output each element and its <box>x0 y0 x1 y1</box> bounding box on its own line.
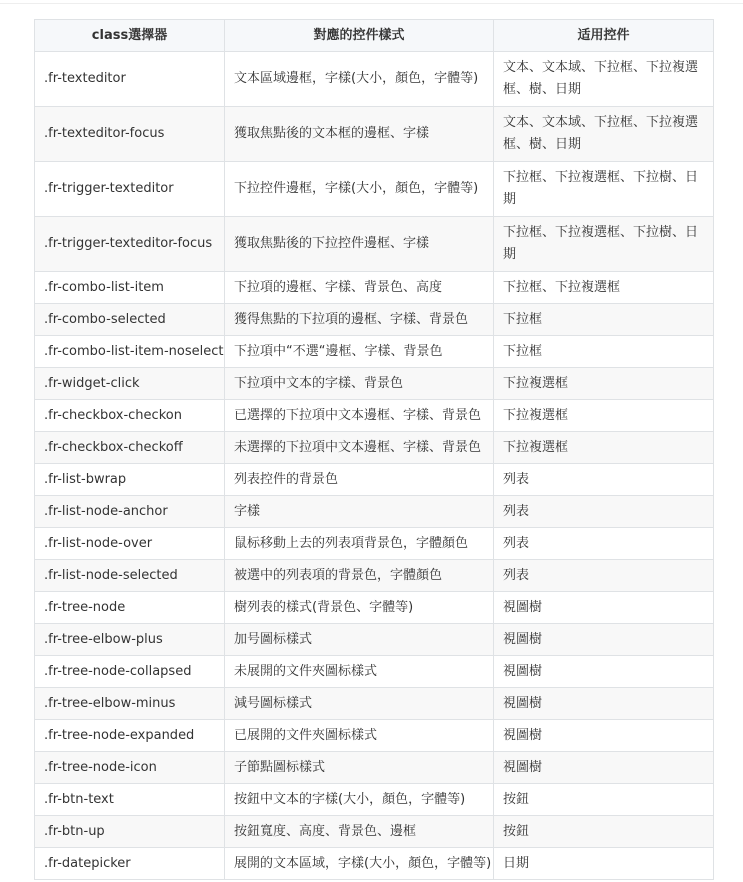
cell-applies: 視圖樹 <box>494 752 714 784</box>
cell-applies: 下拉框、下拉複選框、下拉樹、日期 <box>494 217 714 272</box>
table-row <box>35 400 714 432</box>
cell-selector: .fr-list-bwrap <box>35 464 225 496</box>
cell-applies: 下拉複選框 <box>494 368 714 400</box>
cell-applies: 下拉框 <box>494 304 714 336</box>
cell-applies: 下拉複選框 <box>494 400 714 432</box>
cell-selector: .fr-tree-node-collapsed <box>35 656 225 688</box>
cell-selector: .fr-widget-click <box>35 368 225 400</box>
table-row <box>35 368 714 400</box>
cell-selector: .fr-combo-selected <box>35 304 225 336</box>
cell-applies: 視圖樹 <box>494 720 714 752</box>
table-row <box>35 784 714 816</box>
cell-selector: .fr-checkbox-checkoff <box>35 432 225 464</box>
cell-applies: 列表 <box>494 496 714 528</box>
cell-selector: .fr-texteditor-focus <box>35 107 225 162</box>
cell-applies: 視圖樹 <box>494 624 714 656</box>
cell-applies: 按鈕 <box>494 784 714 816</box>
table-row <box>35 720 714 752</box>
top-divider <box>0 3 743 4</box>
table-row <box>35 217 714 272</box>
cell-selector: .fr-combo-list-item <box>35 272 225 304</box>
table-row <box>35 592 714 624</box>
cell-style: 展開的文本區域，字樣(大小，顏色，字體等) <box>225 848 494 880</box>
cell-selector: .fr-list-node-anchor <box>35 496 225 528</box>
cell-applies: 列表 <box>494 528 714 560</box>
cell-style: 列表控件的背景色 <box>225 464 494 496</box>
cell-selector: .fr-list-node-selected <box>35 560 225 592</box>
table-row <box>35 656 714 688</box>
cell-style: 加号圖标樣式 <box>225 624 494 656</box>
table-header <box>35 20 714 52</box>
cell-style: 字樣 <box>225 496 494 528</box>
table-row <box>35 52 714 107</box>
cell-style: 被選中的列表項的背景色，字體顏色 <box>225 560 494 592</box>
table-row <box>35 688 714 720</box>
table-row <box>35 464 714 496</box>
header-class-selector: class選擇器 <box>35 20 225 52</box>
cell-applies: 視圖樹 <box>494 592 714 624</box>
cell-selector: .fr-datepicker <box>35 848 225 880</box>
table-row <box>35 560 714 592</box>
cell-selector: .fr-btn-text <box>35 784 225 816</box>
cell-style: 樹列表的樣式(背景色、字體等) <box>225 592 494 624</box>
table-row <box>35 336 714 368</box>
cell-style: 未選擇的下拉項中文本邊框、字樣、背景色 <box>225 432 494 464</box>
cell-style: 已選擇的下拉項中文本邊框、字樣、背景色 <box>225 400 494 432</box>
cell-applies: 下拉框 <box>494 336 714 368</box>
table-row <box>35 162 714 217</box>
cell-selector: .fr-list-node-over <box>35 528 225 560</box>
cell-applies: 列表 <box>494 464 714 496</box>
cell-selector: .fr-btn-up <box>35 816 225 848</box>
table-row <box>35 816 714 848</box>
cell-selector: .fr-checkbox-checkon <box>35 400 225 432</box>
header-widget-style: 對應的控件樣式 <box>225 20 494 52</box>
cell-style: 已展開的文件夾圖标樣式 <box>225 720 494 752</box>
table-row <box>35 496 714 528</box>
cell-style: 鼠标移動上去的列表項背景色，字體顏色 <box>225 528 494 560</box>
css-selector-table <box>34 19 714 880</box>
table-row <box>35 107 714 162</box>
header-applicable-widgets: 适用控件 <box>494 20 714 52</box>
cell-applies: 文本、文本域、下拉框、下拉複選框、樹、日期 <box>494 107 714 162</box>
table-row <box>35 432 714 464</box>
cell-applies: 下拉框、下拉複選框 <box>494 272 714 304</box>
cell-selector: .fr-tree-node-icon <box>35 752 225 784</box>
cell-selector: .fr-trigger-texteditor-focus <box>35 217 225 272</box>
table-row <box>35 304 714 336</box>
cell-style: 文本區域邊框，字樣(大小，顏色，字體等) <box>225 52 494 107</box>
cell-selector: .fr-trigger-texteditor <box>35 162 225 217</box>
cell-selector: .fr-combo-list-item-noselect <box>35 336 225 368</box>
table-row <box>35 272 714 304</box>
header-row <box>35 20 714 52</box>
table-row <box>35 624 714 656</box>
cell-style: 按鈕寬度、高度、背景色、邊框 <box>225 816 494 848</box>
table-row <box>35 848 714 880</box>
cell-style: 減号圖标樣式 <box>225 688 494 720</box>
cell-applies: 視圖樹 <box>494 688 714 720</box>
cell-style: 下拉項的邊框、字樣、背景色、高度 <box>225 272 494 304</box>
cell-style: 獲取焦點後的文本框的邊框、字樣 <box>225 107 494 162</box>
cell-style: 下拉項中文本的字樣、背景色 <box>225 368 494 400</box>
cell-selector: .fr-tree-elbow-minus <box>35 688 225 720</box>
table-row <box>35 752 714 784</box>
cell-applies: 下拉複選框 <box>494 432 714 464</box>
cell-style: 按鈕中文本的字樣(大小，顏色，字體等) <box>225 784 494 816</box>
cell-style: 獲取焦點後的下拉控件邊框、字樣 <box>225 217 494 272</box>
cell-selector: .fr-tree-elbow-plus <box>35 624 225 656</box>
cell-style: 子節點圖标樣式 <box>225 752 494 784</box>
cell-applies: 視圖樹 <box>494 656 714 688</box>
cell-style: 獲得焦點的下拉項的邊框、字樣、背景色 <box>225 304 494 336</box>
cell-style: 下拉項中“不選“邊框、字樣、背景色 <box>225 336 494 368</box>
cell-selector: .fr-tree-node <box>35 592 225 624</box>
cell-selector: .fr-tree-node-expanded <box>35 720 225 752</box>
cell-applies: 列表 <box>494 560 714 592</box>
cell-selector: .fr-texteditor <box>35 52 225 107</box>
table-body <box>35 52 714 880</box>
cell-applies: 下拉框、下拉複選框、下拉樹、日期 <box>494 162 714 217</box>
cell-applies: 按鈕 <box>494 816 714 848</box>
cell-style: 下拉控件邊框，字樣(大小，顏色，字體等) <box>225 162 494 217</box>
cell-applies: 日期 <box>494 848 714 880</box>
cell-style: 未展開的文件夾圖标樣式 <box>225 656 494 688</box>
cell-applies: 文本、文本域、下拉框、下拉複選框、樹、日期 <box>494 52 714 107</box>
table-row <box>35 528 714 560</box>
